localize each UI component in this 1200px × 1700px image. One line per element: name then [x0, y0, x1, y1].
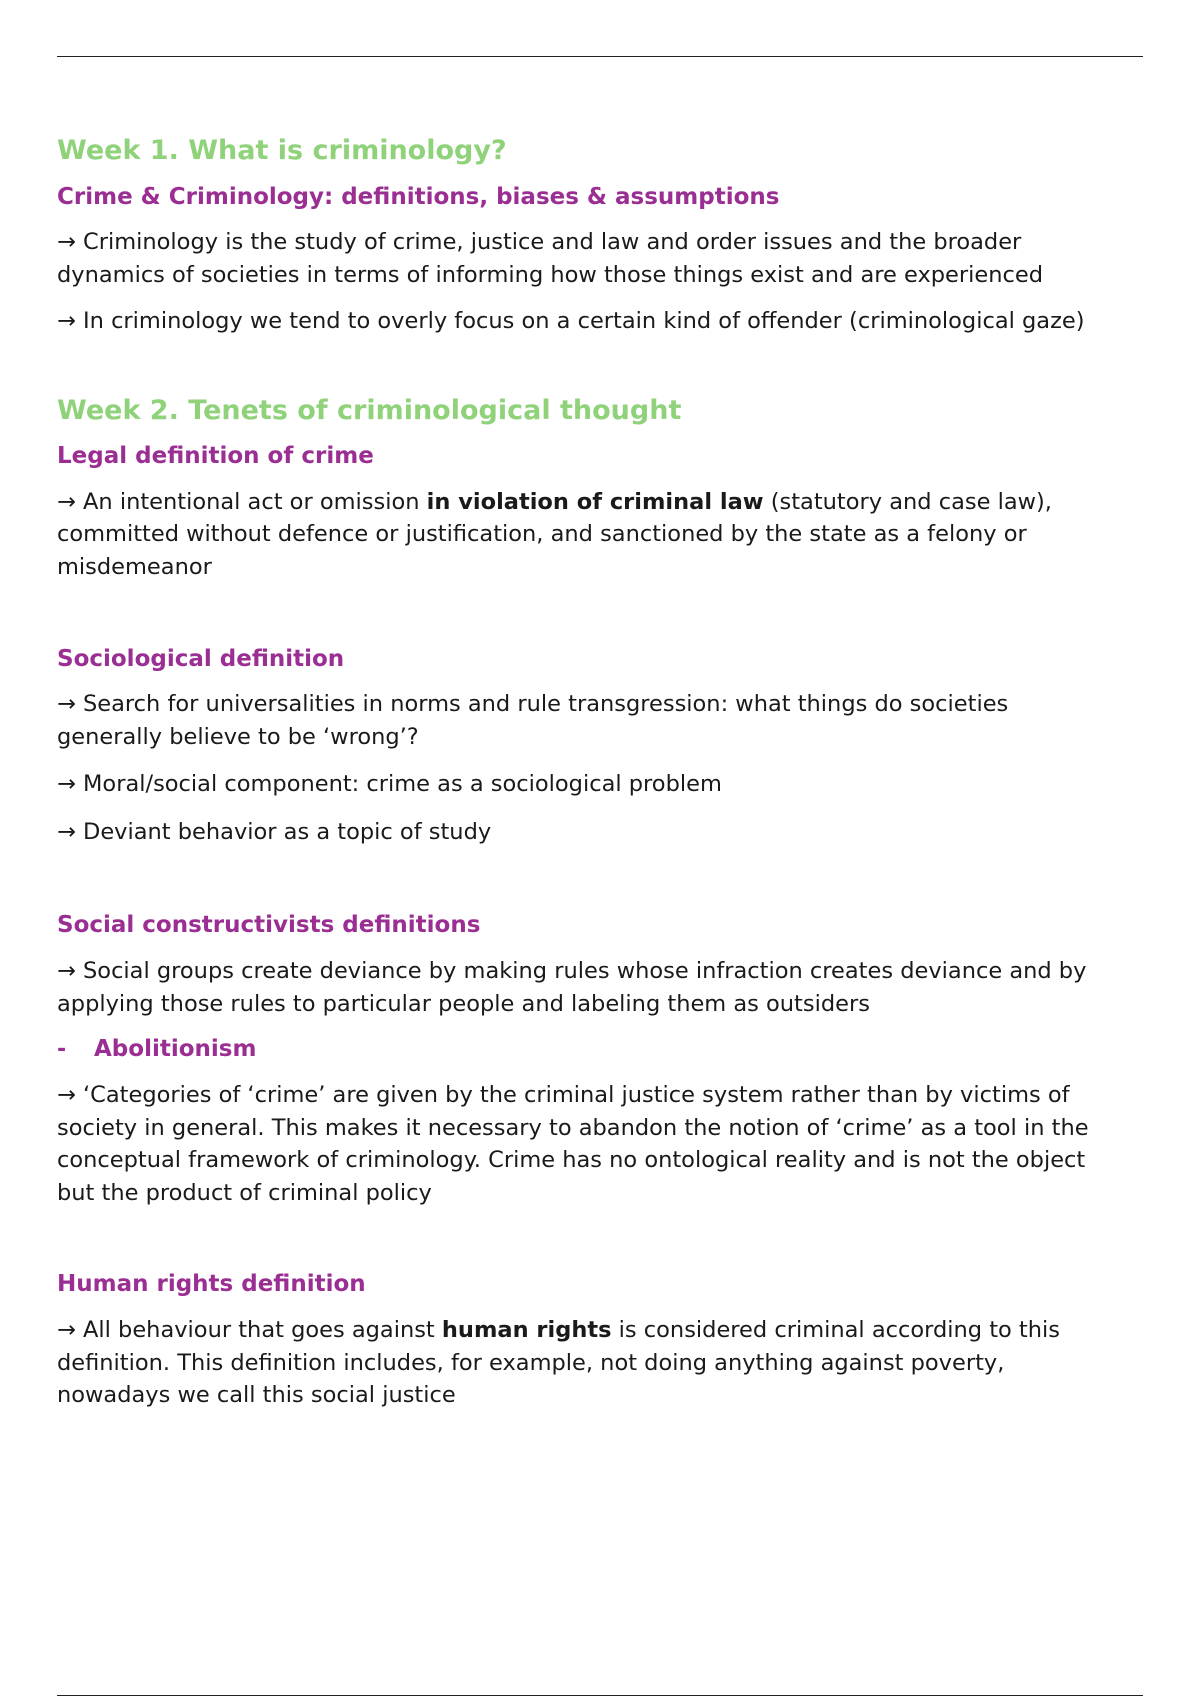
sociological-paragraph-1: → Search for universalities in norms and rule transgression: what things do societies generally believe to be ‘wrong’? — [57, 691, 1009, 750]
constructivist-heading: Social constructivists definitions — [57, 912, 481, 938]
sociological-paragraph-3: → Deviant behavior as a topic of study — [57, 818, 492, 845]
sociological-paragraph-2: → Moral/social component: crime as a sociological problem — [57, 771, 722, 797]
human-rights-paragraph: → All behaviour that goes against human rights is considered criminal according to this definition. This definition includes, for example, not doing anything against poverty, nowadays we call this social justice — [57, 1317, 1060, 1408]
arrow-icon: → — [57, 308, 76, 334]
sociological-heading: Sociological definition — [57, 646, 345, 672]
bottom-rule — [57, 1695, 1143, 1696]
arrow-icon: → — [57, 691, 76, 717]
abolitionism-subheading: - Abolitionism — [57, 1036, 257, 1062]
arrow-icon: → — [57, 771, 76, 797]
arrow-icon: → — [57, 818, 76, 845]
constructivist-paragraph-2: → ‘Categories of ‘crime’ are given by the criminal justice system rather than by victims of society in general. This makes it necessary to abandon the notion of ‘crime’ as a tool in the conceptual framework of criminology. Crime has no ontological reality and is not the object but the product of criminal policy — [57, 1082, 1089, 1206]
week1-paragraph-1: → Criminology is the study of crime, justice and law and order issues and the broader dynamics of societies in terms of informing how those things exist and are experienced — [57, 229, 1043, 288]
arrow-icon: → — [57, 488, 76, 515]
week1-title: Week 1. What is criminology? — [57, 135, 507, 166]
dash-bullet: - — [57, 1036, 67, 1062]
week1-subtitle: Crime & Criminology: definitions, biases & assumptions — [57, 184, 780, 210]
arrow-icon: → — [57, 229, 76, 255]
week2-title: Week 2. Tenets of criminological thought — [57, 394, 682, 426]
constructivist-paragraph-1: → Social groups create deviance by making rules whose infraction creates deviance and by applying those rules to particular people and labeling them as outsiders — [57, 958, 1087, 1017]
top-rule — [57, 56, 1143, 57]
arrow-icon: → — [57, 1082, 76, 1108]
document-page — [57, 134, 1172, 1412]
human-rights-heading: Human rights definition — [57, 1271, 366, 1297]
legal-paragraph: → An intentional act or omission in violation of criminal law (statutory and case law), committed without defence or justification, and sanctioned by the state as a felony or misdemeanor — [57, 488, 1052, 580]
arrow-icon: → — [57, 958, 76, 984]
legal-heading: Legal definition of crime — [57, 442, 374, 469]
week1-paragraph-2: → In criminology we tend to overly focus on a certain kind of offender (criminological gaze) — [57, 308, 1085, 334]
arrow-icon: → — [57, 1317, 76, 1343]
